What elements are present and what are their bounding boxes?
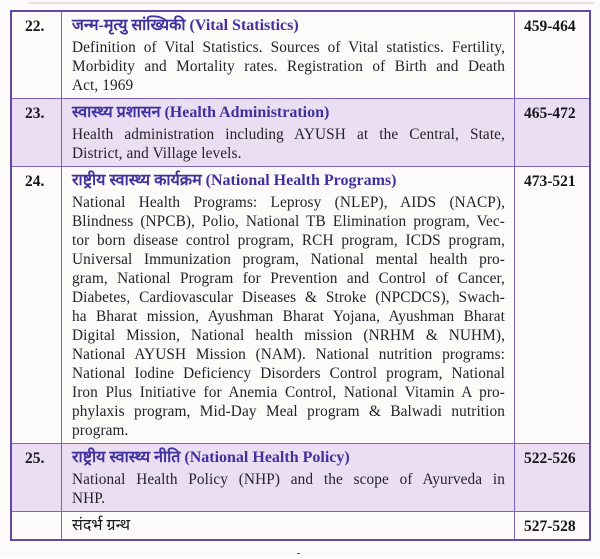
chapter-title-english: (Vital Statistics) bbox=[189, 17, 299, 34]
chapter-title-hindi: राष्ट्रीय स्वास्थ्य नीति bbox=[72, 449, 181, 466]
partial-page-number-mark: - bbox=[296, 547, 301, 559]
description-line: Morbidity and Mortality rates. Registration of Birth and Death bbox=[72, 58, 505, 75]
chapter-title bbox=[72, 446, 505, 470]
description-line: Health administration including AYUSH at the Central, State, bbox=[72, 126, 505, 143]
chapter-cell bbox=[62, 12, 514, 98]
chapter-title bbox=[72, 14, 505, 38]
row-number bbox=[12, 512, 62, 539]
row-number: 25. bbox=[12, 444, 62, 511]
table-row bbox=[12, 443, 589, 511]
chapter-description bbox=[72, 125, 505, 163]
chapter-title-hindi: राष्ट्रीय स्वास्थ्य कार्यक्रम bbox=[72, 172, 202, 189]
description-line: National Health Programs: Leprosy (NLEP), AIDS (NACP), bbox=[72, 194, 505, 211]
table-row bbox=[12, 511, 589, 539]
chapter-cell bbox=[62, 512, 514, 539]
scan-artifact-line bbox=[28, 2, 594, 4]
chapter-title-hindi: जन्म-मृत्यु सांख्यिकी bbox=[72, 17, 186, 34]
chapter-title bbox=[72, 101, 505, 125]
chapter-title-hindi: स्वास्थ्य प्रशासन bbox=[72, 104, 161, 121]
chapter-cell bbox=[62, 444, 514, 511]
chapter-cell bbox=[62, 99, 514, 166]
chapter-description bbox=[72, 38, 505, 95]
chapter-title-english: (National Health Programs) bbox=[205, 172, 397, 189]
description-line: NHP. bbox=[72, 490, 106, 507]
row-number: 22. bbox=[12, 12, 62, 98]
chapter-title-english: (National Health Policy) bbox=[184, 449, 350, 466]
table-row bbox=[12, 166, 589, 443]
chapter-title-english: (Health Administration) bbox=[164, 104, 330, 121]
page-range: 465-472 bbox=[514, 99, 589, 166]
description-line: Iron Plus Initiative for Anemia Control, National Vitamin A pro- bbox=[72, 384, 505, 401]
description-line: Universal Immunization program, National mental health pro- bbox=[72, 251, 505, 268]
chapter-description bbox=[72, 193, 505, 440]
page-range: 473-521 bbox=[514, 167, 589, 443]
description-line: National Health Policy (NHP) and the scope of Ayurveda in bbox=[72, 471, 505, 488]
description-line: National Iodine Deficiency Disorders Control program, National bbox=[72, 365, 505, 382]
description-line: gram, National Program for Prevention and Control of Cancer, bbox=[72, 270, 505, 287]
description-line: Diabetes, Cardiovascular Diseases & Stroke (NPCDCS), Swach- bbox=[72, 289, 505, 306]
description-line: District, and Village levels. bbox=[72, 145, 242, 162]
description-line: tor born disease control program, RCH program, ICDS program, bbox=[72, 232, 505, 249]
toc-table bbox=[10, 10, 591, 541]
table-row bbox=[12, 98, 589, 166]
description-line: Digital Mission, National health mission (NRHM & NUHM), bbox=[72, 327, 505, 344]
chapter-cell bbox=[62, 167, 514, 443]
page-range: 459-464 bbox=[514, 12, 589, 98]
description-line: phylaxis program, Mid-Day Meal program & Balwadi nutrition bbox=[72, 403, 505, 420]
description-line: Blindness (NPCB), Polio, National TB Elimination program, Vec- bbox=[72, 213, 505, 230]
description-line: Definition of Vital Statistics. Sources of Vital statistics. Fertility, bbox=[72, 39, 505, 56]
description-line: program. bbox=[72, 422, 129, 439]
page-range: 522-526 bbox=[514, 444, 589, 511]
page-range: 527-528 bbox=[514, 512, 589, 539]
description-line: ha Bharat mission, Ayushman Bharat Yojana, Ayushman Bharat bbox=[72, 308, 505, 325]
description-line: Act, 1969 bbox=[72, 77, 134, 94]
chapter-description bbox=[72, 470, 505, 508]
row-number: 24. bbox=[12, 167, 62, 443]
row-number: 23. bbox=[12, 99, 62, 166]
reference-entry: संदर्भ ग्रन्थ bbox=[72, 517, 131, 534]
chapter-title bbox=[72, 169, 505, 193]
table-row bbox=[12, 12, 589, 98]
description-line: National AYUSH Mission (NAM). National nutrition programs: bbox=[72, 346, 505, 363]
